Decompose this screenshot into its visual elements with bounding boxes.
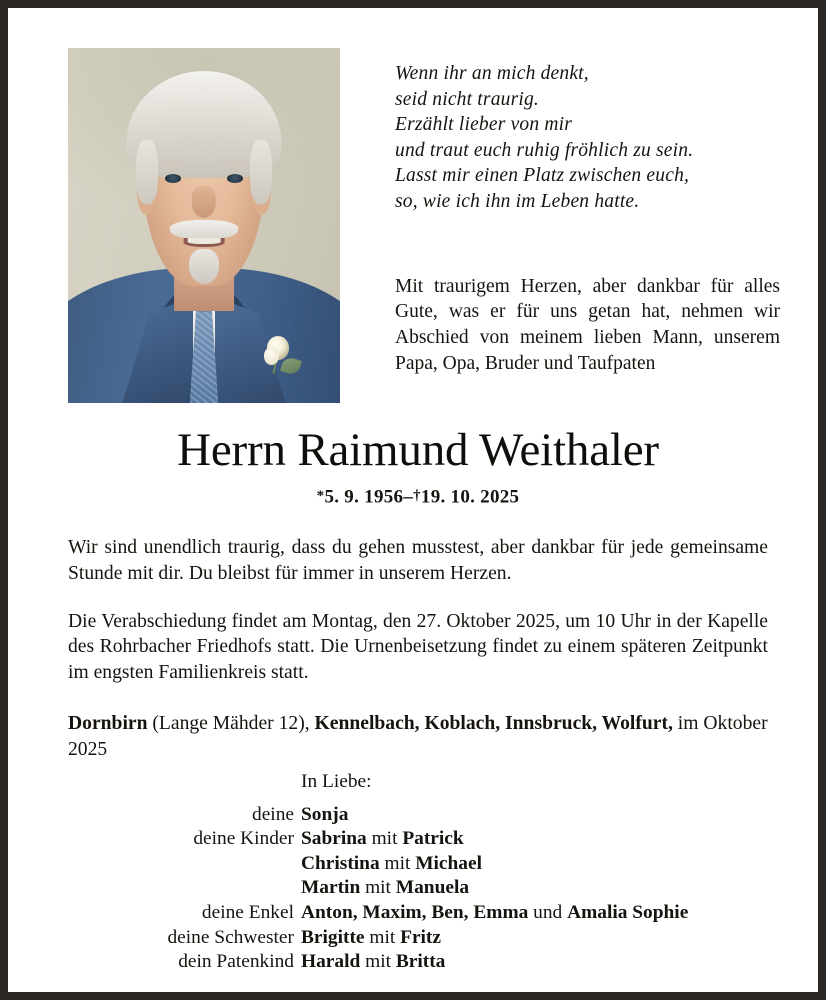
verse-line: seid nicht traurig. [395, 88, 539, 110]
deceased-name: Herrn Raimund Weithaler [177, 424, 659, 476]
family-relation-label: deine Schwester [167, 926, 294, 948]
family-row [68, 926, 768, 951]
place-primary: Dornbirn [68, 713, 148, 735]
rose-boutonniere [264, 336, 299, 375]
sideburn-right [250, 140, 272, 204]
places-line [68, 711, 768, 762]
death-date: 19. 10. 2025 [420, 486, 520, 508]
family-relation-label: deine Enkel [201, 901, 294, 923]
family-member-names: Anton, Maxim, Ben, Emma und Amalia Sophie [301, 901, 689, 923]
main-text-block [68, 422, 768, 763]
teeth [188, 238, 221, 243]
family-row [68, 876, 768, 901]
family-row [68, 827, 768, 852]
notice-sheet [8, 8, 818, 992]
family-row [68, 950, 768, 975]
funeral-paragraph: Die Verabschiedung findet am Montag, den 27. Oktober 2025, um 10 Uhr in der Kapelle des Rohrbacher Friedhofs statt. Die Urnenbeisetzung findet zu einem späteren Zeitpunkt im engsten Familienkreis statt. [68, 610, 768, 683]
family-member-names: Brigitte mit Fritz [301, 926, 441, 948]
memorial-verse [395, 8, 780, 215]
family-relation-label [68, 876, 301, 901]
family-relation-label: dein Patenkind [178, 951, 294, 973]
family-member-names: Martin mit Manuela [301, 877, 470, 899]
family-member-names: Christina mit Michael [301, 852, 482, 874]
family-relation-label: deine [252, 803, 294, 825]
life-dates [68, 484, 768, 509]
family-list [68, 770, 768, 975]
family-row [68, 852, 768, 877]
verse-line: Wenn ihr an mich denkt, [395, 63, 589, 84]
family-rows [68, 803, 768, 975]
verse-line: Erzählt lieber von mir [395, 114, 573, 136]
birth-symbol: * [316, 488, 325, 504]
family-relation-label [68, 852, 301, 877]
grief-paragraph: Wir sind unendlich traurig, dass du gehen musstest, aber dankbar für jede gemeinsame Stunde mit dir. Du bleibst für immer in unserem Herzen. [68, 537, 768, 584]
family-relation-label: deine Kinder [193, 828, 294, 850]
family-lead: In Liebe: [301, 771, 372, 792]
rose-bud [264, 347, 280, 365]
family-member-names: Sabrina mit Patrick [301, 828, 464, 850]
place-address: (Lange Mähder 12), [147, 713, 315, 735]
portrait-photo-image [68, 48, 340, 403]
top-area [8, 8, 818, 408]
mustache [170, 220, 238, 240]
family-row [68, 803, 768, 828]
portrait-photo [68, 48, 340, 403]
death-symbol: † [413, 488, 421, 504]
family-member-names: Sonja [301, 803, 349, 825]
place-date: im Oktober 2025 [68, 713, 768, 760]
birth-date: 5. 9. 1956 [324, 486, 404, 508]
verse-line: und traut euch ruhig fröhlich zu sein. [395, 139, 694, 161]
right-text-column [395, 8, 780, 377]
date-separator: – [403, 486, 414, 508]
verse-line: so, wie ich ihn im Leben hatte. [395, 190, 640, 212]
sideburn-left [136, 140, 158, 204]
family-row [68, 901, 768, 926]
goatee [189, 249, 219, 285]
family-member-names: Harald mit Britta [301, 951, 446, 973]
place-others: Kennelbach, Koblach, Innsbruck, Wolfurt, [314, 713, 673, 735]
verse-line: Lasst mir einen Platz zwischen euch, [395, 165, 690, 187]
intro-paragraph: Mit traurigem Herzen, aber dankbar für alles Gute, was er für uns getan hat, nehmen wir Abschied von meinem lieben Mann, unserem Papa, Opa, Bruder und Taufpaten [395, 275, 780, 374]
